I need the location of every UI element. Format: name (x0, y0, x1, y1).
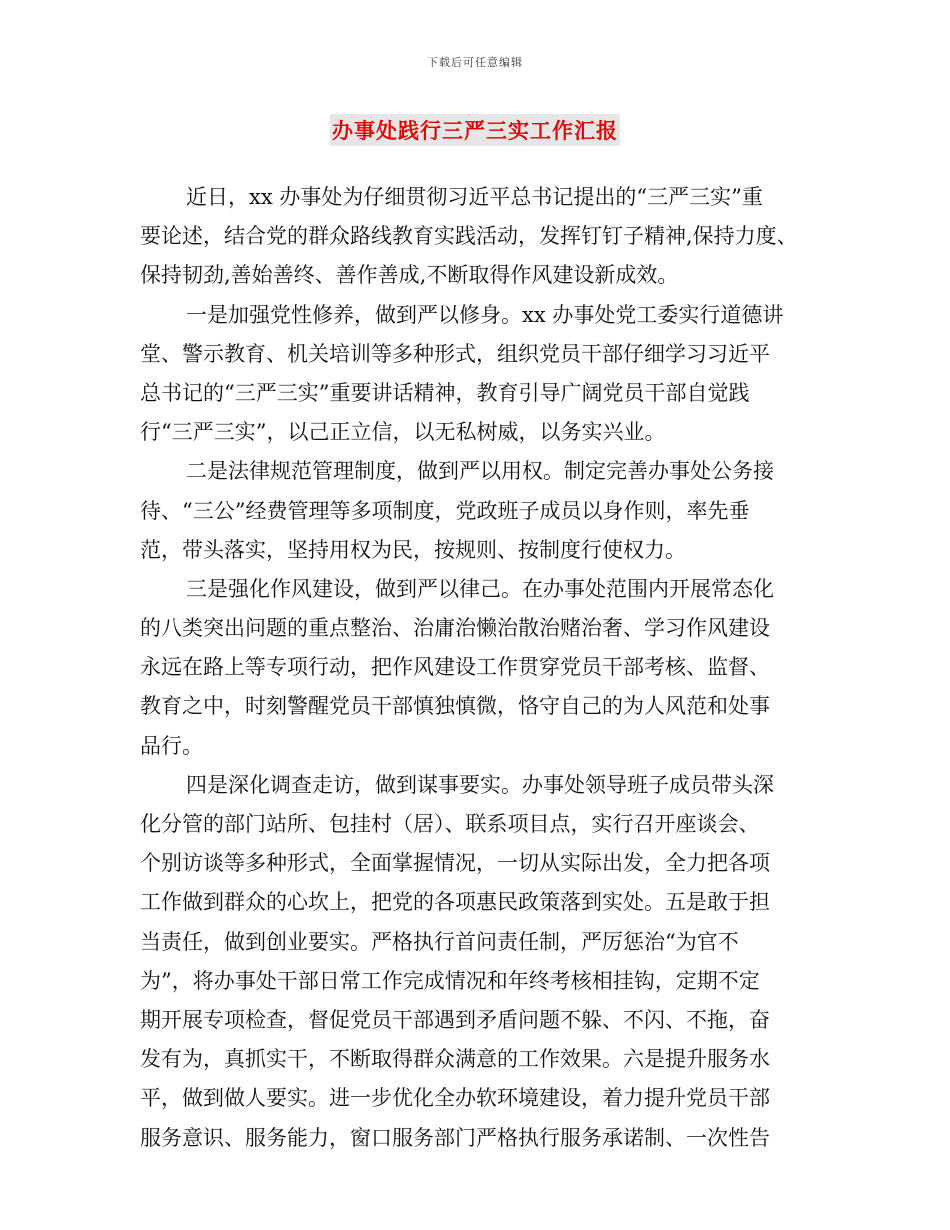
page-header: 下载后可任意编辑 (427, 56, 523, 69)
paragraph-line: 待、“三公”经费管理等多项制度，党政班子成员以身作则，率先垂 (140, 498, 750, 523)
document-body (140, 178, 812, 1158)
paragraph-line: 近日，xx 办事处为仔细贯彻习近平总书记提出的“三严三实”重 (186, 185, 763, 209)
paragraph-line: 总书记的“三严三实”重要讲话精神，教育引导广阔党员干部自觉践 (140, 380, 750, 405)
paragraph-line: 化分管的部门站所、包挂村（居）、联系项目点，实行召开座谈会、 (140, 812, 760, 836)
title-container (0, 114, 950, 146)
paragraph-line: 期开展专项检查，督促党员干部遇到矛盾问题不躲、不闪、不拖，奋 (140, 1007, 770, 1032)
paragraph-line: 品行。 (140, 733, 203, 758)
paragraph-line: 个别访谈等多种形式，全面掌握情况，一切从实际出发，全力把各项 (140, 851, 770, 876)
document-title: 办事处践行三严三实工作汇报 (330, 114, 620, 146)
paragraph-line: 保持韧劲,善始善终、善作善成,不断取得作风建设新成效。 (140, 263, 679, 288)
paragraph-line: 教育之中，时刻警醒党员干部慎独慎微，恪守自己的为人风范和处事 (140, 694, 770, 719)
paragraph-line: 要论述，结合党的群众路线教育实践活动，发挥钉钉子精神,保持力度、 (140, 224, 798, 249)
paragraph-line: 永远在路上等专项行动，把作风建设工作贯穿党员干部考核、监督、 (140, 655, 770, 680)
paragraph-line: 平，做到做人要实。进一步优化全办软环境建设，着力提升党员干部 (140, 1086, 770, 1111)
paragraph-line: 为”，将办事处干部日常工作完成情况和年终考核相挂钩，定期不定 (140, 968, 760, 993)
paragraph-line: 四是深化调查走访，做到谋事要实。办事处领导班子成员带头深 (186, 772, 774, 797)
paragraph-line: 堂、警示教育、机关培训等多种形式，组织党员干部仔细学习习近平 (140, 341, 770, 366)
paragraph-line: 三是强化作风建设，做到严以律己。在办事处范围内开展常态化 (186, 576, 774, 601)
paragraph-line: 的八类突出问题的重点整治、治庸治懒治散治赌治奢、学习作风建设 (140, 616, 770, 641)
paragraph-line: 范，带头落实，坚持用权为民，按规则、按制度行使权力。 (140, 537, 686, 562)
paragraph-line: 工作做到群众的心坎上，把党的各项惠民政策落到实处。五是敢于担 (140, 890, 770, 915)
paragraph-line: 服务意识、服务能力，窗口服务部门严格执行服务承诺制、一次性告 (140, 1125, 770, 1150)
paragraph-line: 行“三严三实”，以己正立信，以无私树威，以务实兴业。 (140, 420, 666, 445)
paragraph-line: 二是法律规范管理制度，做到严以用权。制定完善办事处公务接 (186, 459, 774, 484)
paragraph-line: 一是加强党性修养，做到严以修身。xx 办事处党工委实行道德讲 (186, 302, 784, 327)
paragraph-line: 当责任，做到创业要实。严格执行首问责任制，严厉惩治“为官不 (140, 929, 739, 954)
paragraph-line: 发有为，真抓实干，不断取得群众满意的工作效果。六是提升服务水 (140, 1047, 770, 1072)
